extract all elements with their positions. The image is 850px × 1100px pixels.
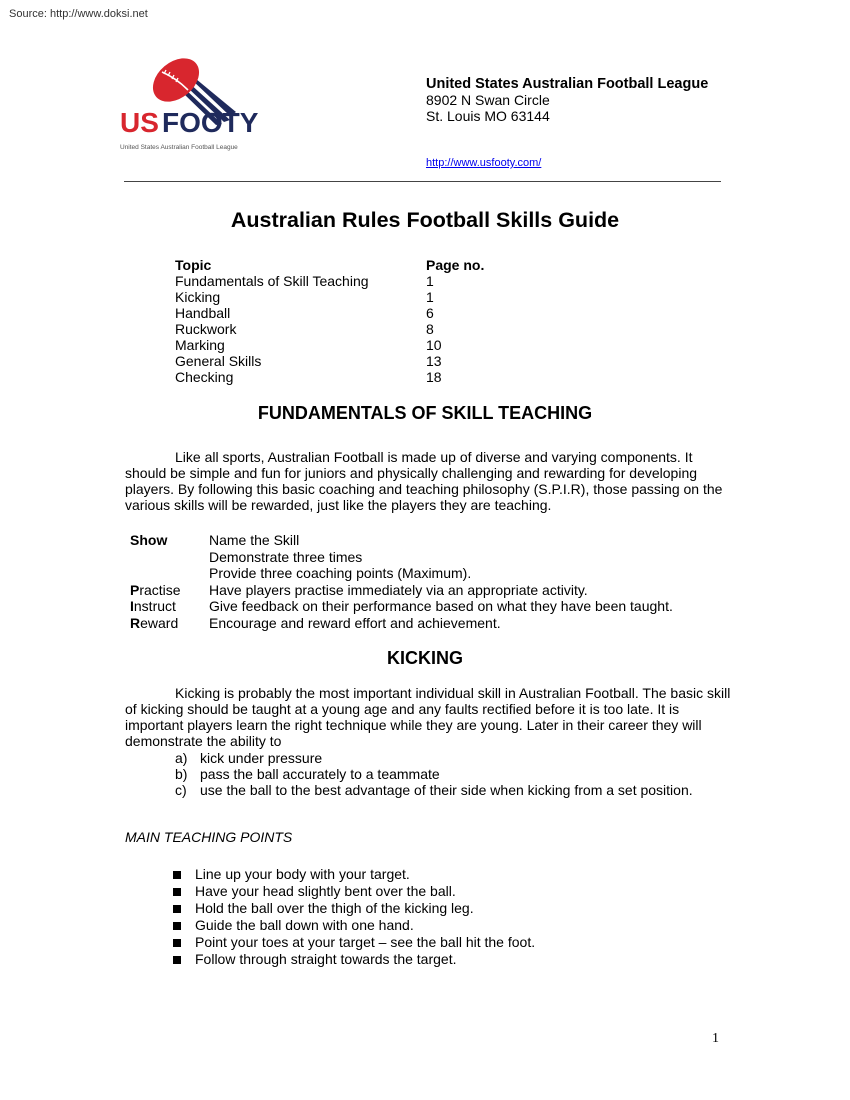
spir-rest: nstruct: [133, 598, 176, 614]
spir-term: [130, 582, 181, 599]
spir-description: Demonstrate three times: [209, 548, 363, 565]
organization-address: [426, 76, 708, 124]
list-item-text: pass the ball accurately to a teammate: [200, 766, 440, 782]
spir-description: Provide three coaching points (Maximum).: [209, 565, 472, 581]
spir-initial: P: [130, 581, 140, 598]
list-item-text: use the ball to the best advantage of their side when kicking from a set position.: [200, 782, 693, 798]
fundamentals-heading: FUNDAMENTALS OF SKILL TEACHING: [257, 403, 593, 423]
kicking-heading: KICKING: [387, 648, 463, 668]
spir-term: [130, 598, 176, 615]
spir-initial: R: [130, 614, 141, 631]
spir-term: [130, 615, 178, 632]
square-bullet-icon: [173, 871, 181, 879]
spir-description: Encourage and reward effort and achievement.: [209, 614, 501, 631]
spir-description: Name the Skill: [209, 532, 300, 548]
toc-topic: Marking: [175, 337, 225, 353]
toc-page: 6: [426, 305, 434, 321]
spir-rest: eward: [140, 614, 179, 631]
organization-name: United States Australian Football League: [426, 76, 709, 92]
source-note: Source: http://www.doksi.net: [9, 8, 148, 20]
address-line-2: St. Louis MO 63144: [426, 108, 550, 124]
bullet-text: Point your toes at your target – see the ball hit the foot.: [195, 934, 536, 950]
square-bullet-icon: [173, 905, 181, 913]
toc-page-header: Page no.: [426, 257, 485, 273]
square-bullet-icon: [173, 922, 181, 930]
page-number: 1: [712, 1031, 719, 1046]
logo-tagline: United States Australian Football League: [120, 144, 238, 151]
logo-wordmark-footy: FOOTY: [162, 107, 259, 138]
document-title: Australian Rules Football Skills Guide: [230, 208, 620, 232]
list-marker: a): [175, 750, 188, 766]
spir-description: Give feedback on their performance based on what they have been taught.: [209, 598, 673, 614]
organization-website-link[interactable]: http://www.usfooty.com/: [426, 157, 542, 169]
logo-wordmark-us: US: [120, 107, 159, 138]
toc-page: 8: [426, 321, 434, 337]
bullet-text: Have your head slightly bent over the ball.: [195, 883, 456, 899]
spir-initial: Show: [130, 532, 168, 548]
toc-topic-header: Topic: [175, 257, 212, 273]
bullet-text: Follow through straight towards the target.: [195, 951, 457, 967]
kicking-paragraph-text: Kicking is probably the most important individual skill in Australian Football. The basic skill of kicking should be taught at a young age and any faults rectified before it is too late. It is important players learn the right technique while they are young. Later in their career they will demonstrate the ability to: [125, 685, 731, 749]
bullet-text: Line up your body with your target.: [195, 866, 410, 882]
toc-page: 10: [426, 337, 442, 353]
square-bullet-icon: [173, 939, 181, 947]
toc-page: 13: [426, 353, 442, 369]
toc-topic: Kicking: [175, 289, 221, 305]
toc-topic: Ruckwork: [175, 321, 237, 337]
header-divider: [124, 181, 721, 182]
bullet-text: Hold the ball over the thigh of the kicking leg.: [195, 900, 474, 916]
toc-topic: Fundamentals of Skill Teaching: [175, 273, 369, 289]
square-bullet-icon: [173, 956, 181, 964]
spir-description: Have players practise immediately via an appropriate activity.: [209, 581, 588, 598]
address-line-1: 8902 N Swan Circle: [426, 92, 550, 108]
toc-topic: Checking: [175, 369, 234, 385]
toc-page: 18: [426, 369, 442, 385]
list-marker: c): [175, 782, 187, 798]
fundamentals-paragraph: [125, 449, 735, 513]
spir-term: [130, 532, 167, 549]
spir-initial: I: [130, 598, 134, 614]
list-item-text: kick under pressure: [200, 750, 323, 766]
kicking-paragraph: [125, 685, 735, 749]
toc-page: 1: [426, 289, 434, 305]
list-marker: b): [175, 766, 188, 782]
square-bullet-icon: [173, 888, 181, 896]
toc-topic: Handball: [175, 305, 231, 321]
spir-rest: ractise: [139, 581, 181, 598]
fundamentals-paragraph-text: Like all sports, Australian Football is made up of diverse and varying components. It should be simple and fun for juniors and physically challenging and rewarding for developing players. By following this basic coaching and teaching philosophy (S.P.I.R), those passing on the various skills will be rewarded, just like the players they are teaching.: [125, 449, 723, 513]
usfooty-logo: [118, 50, 278, 156]
toc-topic: General Skills: [175, 353, 262, 369]
main-teaching-points-heading: MAIN TEACHING POINTS: [125, 829, 293, 845]
toc-page: 1: [426, 273, 434, 289]
bullet-text: Guide the ball down with one hand.: [195, 917, 414, 933]
